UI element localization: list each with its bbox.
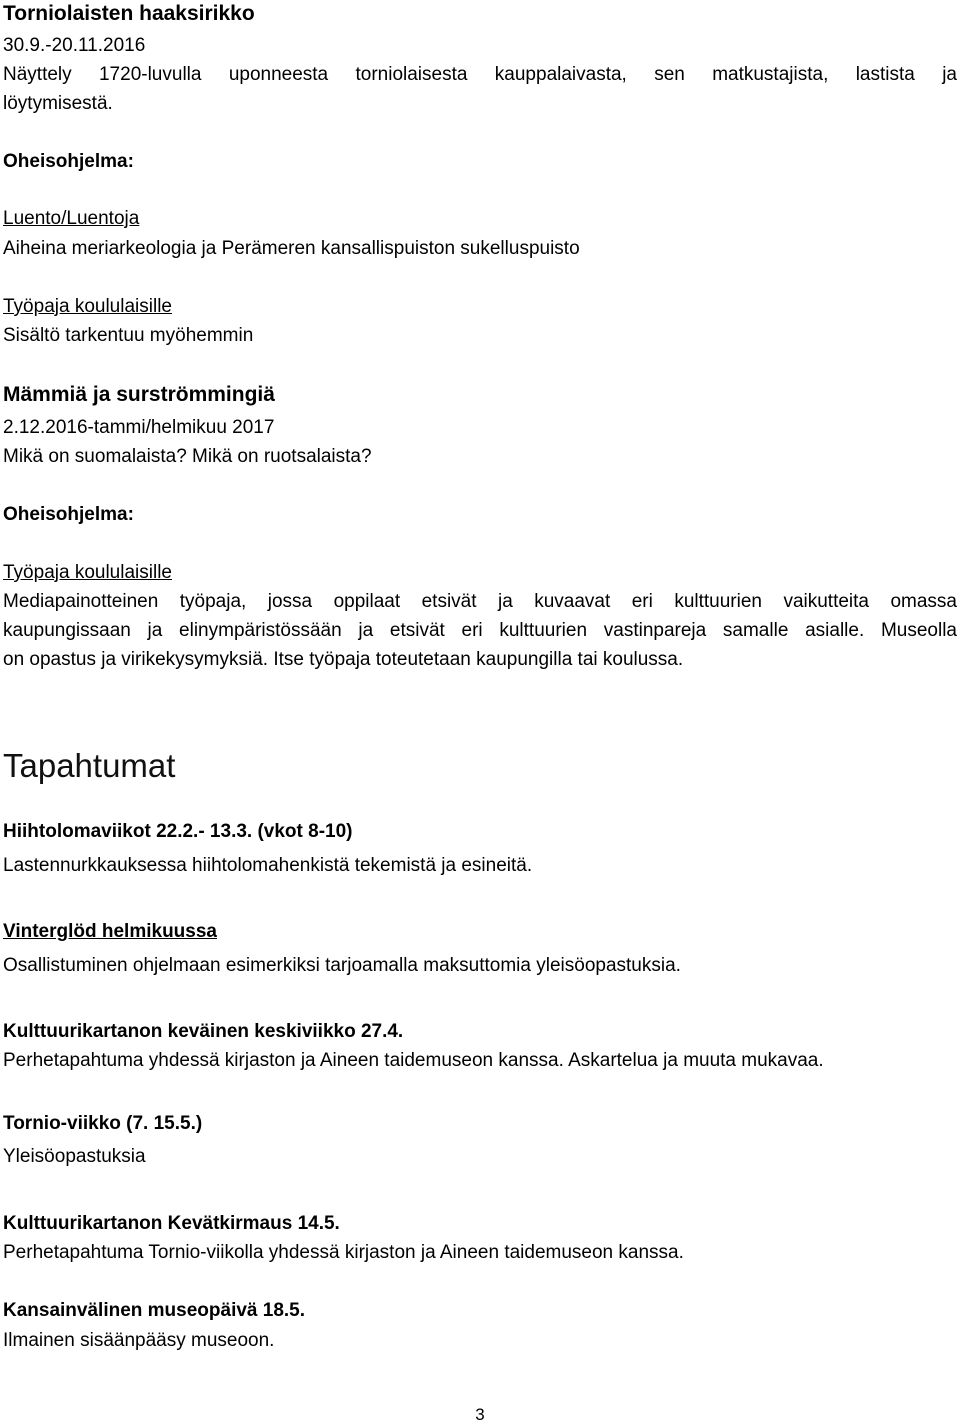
- exhibition2-title: Mämmiä ja surströmmingiä: [3, 383, 275, 406]
- event-text: Perhetapahtuma yhdessä kirjaston ja Aineen taidemuseon kanssa. Askartelua ja muuta mukavaa.: [3, 1050, 824, 1071]
- workshop-heading-2: Työpaja koululaisille: [3, 562, 172, 583]
- exhibition2-description: Mikä on suomalaista? Mikä on ruotsalaista?: [3, 446, 372, 467]
- event-text: Ilmainen sisäänpääsy museoon.: [3, 1330, 275, 1351]
- event-title: Vinterglöd helmikuussa: [3, 921, 217, 942]
- side-program-heading: Oheisohjelma:: [3, 151, 134, 172]
- event-title: Kansainvälinen museopäivä 18.5.: [3, 1300, 306, 1321]
- event-text: Osallistuminen ohjelmaan esimerkiksi tarjoamalla maksuttomia yleisöopastuksia.: [3, 955, 681, 976]
- event-text: Yleisöopastuksia: [3, 1146, 146, 1167]
- event-title: Hiihtolomaviikot 22.2.- 13.3. (vkot 8-10): [3, 821, 353, 842]
- event-text: Lastennurkkauksessa hiihtolomahenkistä tekemistä ja esineitä.: [3, 855, 533, 876]
- workshop-text: Sisältö tarkentuu myöhemmin: [3, 325, 254, 346]
- event-text: Perhetapahtuma Tornio-viikolla yhdessä kirjaston ja Aineen taidemuseon kanssa.: [3, 1242, 684, 1263]
- events-heading: Tapahtumat: [3, 747, 176, 784]
- side-program-heading-2: Oheisohjelma:: [3, 504, 134, 525]
- workshop-heading: Työpaja koululaisille: [3, 296, 172, 317]
- page-number: 3: [475, 1405, 485, 1424]
- workshop-text-line-3: on opastus ja virikekysymyksiä. Itse työpaja toteutetaan kaupungilla tai koulussa.: [3, 649, 684, 670]
- event-title: Kulttuurikartanon keväinen keskiviikko 27.4.: [3, 1021, 404, 1042]
- exhibition-description-line-1: Näyttely 1720-luvulla uponneesta torniolaisesta kauppalaivasta, sen matkustajista, lastista ja: [3, 64, 957, 85]
- lecture-heading: Luento/Luentoja: [3, 208, 140, 229]
- workshop-text-line-1: Mediapainotteinen työpaja, jossa oppilaat etsivät ja kuvaavat eri kulttuurien vaikutteita omassa: [3, 591, 957, 612]
- exhibition-title: Torniolaisten haaksirikko: [3, 2, 255, 25]
- lecture-text: Aiheina meriarkeologia ja Perämeren kansallispuiston sukelluspuisto: [3, 238, 580, 259]
- event-title: Kulttuurikartanon Kevätkirmaus 14.5.: [3, 1213, 340, 1234]
- exhibition-description-line-2: löytymisestä.: [3, 93, 113, 114]
- exhibition2-dates: 2.12.2016-tammi/helmikuu 2017: [3, 417, 275, 438]
- event-title: Tornio-viikko (7. 15.5.): [3, 1113, 203, 1134]
- workshop-text-line-2: kaupungissaan ja elinympäristössään ja etsivät eri kulttuurien vastinpareja samalle asialle. Museolla: [3, 620, 957, 641]
- exhibition-dates: 30.9.-20.11.2016: [3, 35, 146, 56]
